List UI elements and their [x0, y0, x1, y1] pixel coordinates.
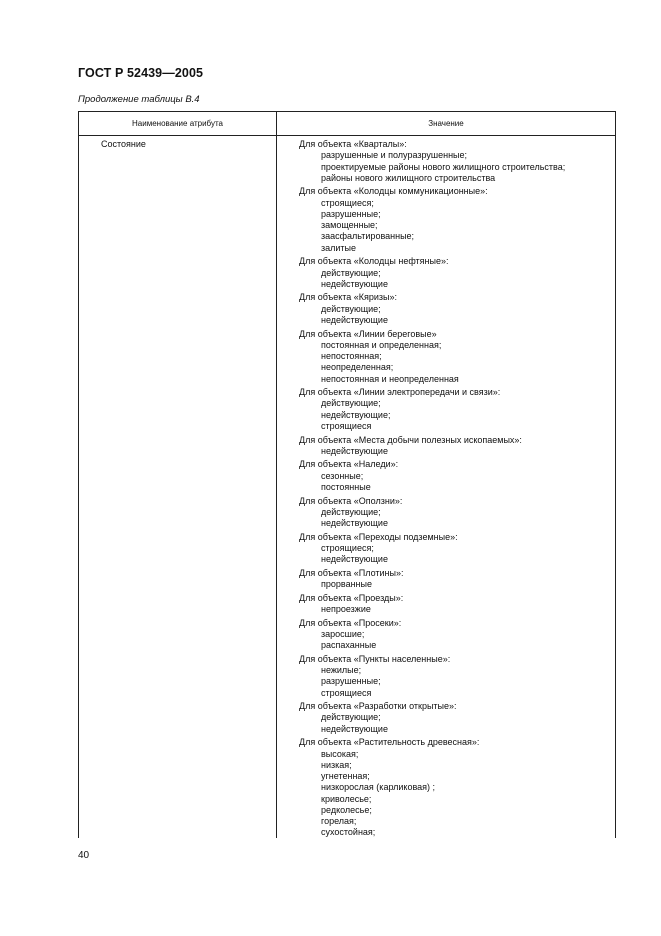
value-item: действующие; — [321, 267, 381, 278]
value-item: действующие; — [321, 303, 381, 314]
value-item: непроезжие — [321, 604, 371, 615]
value-item: недействующие — [321, 723, 388, 734]
value-group — [299, 186, 611, 254]
value-item: высокая; — [321, 748, 359, 759]
value-item: залитые — [321, 242, 357, 253]
value-item: строящиеся; — [321, 197, 374, 208]
value-group — [299, 496, 611, 530]
table-caption: Продолжение таблицы В.4 — [78, 94, 200, 105]
value-item: недействующие — [321, 314, 388, 325]
value-group — [299, 139, 611, 184]
value-group-title: Для объекта «Места добычи полезных ископаемых»: — [299, 434, 522, 445]
value-group-title: Для объекта «Оползни»: — [299, 495, 403, 506]
value-item: недействующие — [321, 278, 388, 289]
document-header: ГОСТ Р 52439—2005 — [78, 66, 204, 80]
value-group-title: Для объекта «Переходы подземные»: — [299, 531, 458, 542]
value-item: постоянная и определенная; — [321, 339, 442, 350]
value-item: действующие; — [321, 506, 381, 517]
value-item: неопределенная; — [321, 362, 394, 373]
value-item: низкая; — [321, 759, 352, 770]
value-group-title: Для объекта «Линии береговые» — [299, 328, 437, 339]
value-group — [299, 387, 611, 432]
value-item: горелая; — [321, 816, 357, 827]
value-item: проектируемые районы нового жилищного строительства; — [321, 161, 566, 172]
value-item: сезонные; — [321, 470, 364, 481]
value-item: действующие; — [321, 398, 381, 409]
value-item: заасфальтированные; — [321, 231, 415, 242]
value-item: недействующие — [321, 445, 388, 456]
value-item: постоянные — [321, 481, 371, 492]
value-group-title: Для объекта «Просеки»: — [299, 617, 402, 628]
value-group-title: Для объекта «Колодцы нефтяные»: — [299, 256, 449, 267]
column-header-name: Наименование атрибута — [132, 119, 223, 128]
value-item: прорванные — [321, 579, 372, 590]
column-divider — [276, 112, 277, 838]
value-item: замощенные; — [321, 220, 378, 231]
value-item: недействующие — [321, 518, 388, 529]
value-item: разрушенные; — [321, 208, 381, 219]
page-number: 40 — [78, 850, 90, 861]
value-group-title: Для объекта «Колодцы коммуникационные»: — [299, 186, 488, 197]
value-group-title: Для объекта «Разработки открытые»: — [299, 701, 457, 712]
value-item: строящиеся; — [321, 543, 374, 554]
value-item: строящиеся — [321, 687, 372, 698]
value-group — [299, 532, 611, 566]
value-group — [299, 292, 611, 326]
value-item: угнетенная; — [321, 771, 370, 782]
value-group-title: Для объекта «Кяризы»: — [299, 292, 398, 303]
attribute-values — [299, 139, 611, 841]
value-group-title: Для объекта «Плотины»: — [299, 567, 404, 578]
value-item: разрушенные; — [321, 676, 381, 687]
value-item: недействующие; — [321, 409, 391, 420]
value-item: непостоянная; — [321, 351, 382, 362]
value-group — [299, 256, 611, 290]
value-group-title: Для объекта «Пункты населенные»: — [299, 653, 451, 664]
value-item: распаханные — [321, 640, 377, 651]
value-group — [299, 435, 611, 458]
value-group-title: Для объекта «Линии электропередачи и связи»: — [299, 387, 501, 398]
value-item: низкорослая (карликовая) ; — [321, 782, 436, 793]
value-item: заросшие; — [321, 628, 365, 639]
value-item: непостоянная и неопределенная — [321, 373, 459, 384]
value-group — [299, 593, 611, 616]
value-group — [299, 329, 611, 385]
value-group — [299, 618, 611, 652]
value-group — [299, 459, 611, 493]
value-group — [299, 568, 611, 591]
value-item: недействующие — [321, 554, 388, 565]
value-group-title: Для объекта «Растительность древесная»: — [299, 737, 480, 748]
value-group — [299, 737, 611, 838]
value-group-title: Для объекта «Наледи»: — [299, 459, 399, 470]
value-group-title: Для объекта «Проезды»: — [299, 592, 404, 603]
attribute-table — [78, 111, 616, 838]
value-item: районы нового жилищного строительства — [321, 172, 496, 183]
column-header-value: Значение — [428, 119, 464, 128]
value-item: нежилые; — [321, 665, 362, 676]
value-group-title: Для объекта «Кварталы»: — [299, 139, 407, 149]
value-item: разрушенные и полуразрушенные; — [321, 150, 468, 161]
value-group — [299, 701, 611, 735]
value-item: действующие; — [321, 712, 381, 723]
value-item: редколесье; — [321, 804, 372, 815]
table-header-row — [79, 112, 615, 136]
value-item: сухостойная; — [321, 827, 376, 838]
value-group — [299, 654, 611, 699]
value-item: строящиеся — [321, 420, 372, 431]
attribute-name: Состояние — [101, 139, 146, 149]
value-item: криволесье; — [321, 793, 372, 804]
